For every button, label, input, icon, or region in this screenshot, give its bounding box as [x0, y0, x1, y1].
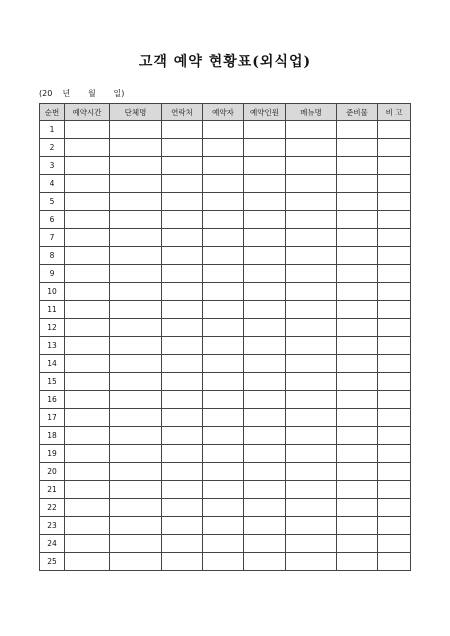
table-cell[interactable] [110, 517, 162, 535]
table-cell[interactable] [110, 463, 162, 481]
table-cell[interactable] [244, 427, 286, 445]
table-cell[interactable] [162, 229, 203, 247]
table-cell[interactable] [337, 193, 378, 211]
table-row [40, 517, 411, 535]
table-cell[interactable] [203, 427, 244, 445]
table-cell[interactable] [337, 139, 378, 157]
table-cell[interactable] [65, 211, 110, 229]
table-row [40, 157, 411, 175]
table-cell[interactable] [378, 373, 411, 391]
row-number: 3 [40, 157, 65, 175]
table-cell[interactable] [286, 355, 337, 373]
table-cell[interactable] [286, 211, 337, 229]
table-cell[interactable] [110, 175, 162, 193]
table-cell[interactable] [337, 481, 378, 499]
table-cell[interactable] [337, 211, 378, 229]
table-cell[interactable] [337, 445, 378, 463]
table-cell[interactable] [203, 193, 244, 211]
table-cell[interactable] [286, 553, 337, 571]
table-cell[interactable] [378, 229, 411, 247]
table-cell[interactable] [110, 193, 162, 211]
table-cell[interactable] [65, 319, 110, 337]
table-cell[interactable] [244, 499, 286, 517]
table-cell[interactable] [378, 211, 411, 229]
header-contact: 연락처 [162, 104, 203, 121]
table-cell[interactable] [203, 409, 244, 427]
table-cell[interactable] [286, 463, 337, 481]
table-cell[interactable] [244, 265, 286, 283]
table-cell[interactable] [244, 319, 286, 337]
table-cell[interactable] [378, 499, 411, 517]
header-row [40, 104, 411, 121]
table-row [40, 211, 411, 229]
table-cell[interactable] [65, 283, 110, 301]
row-number: 17 [40, 409, 65, 427]
table-cell[interactable] [110, 337, 162, 355]
row-number: 19 [40, 445, 65, 463]
table-cell[interactable] [110, 265, 162, 283]
header-supplies: 준비물 [337, 104, 378, 121]
table-cell[interactable] [244, 445, 286, 463]
row-number: 20 [40, 463, 65, 481]
table-cell[interactable] [286, 193, 337, 211]
table-cell[interactable] [162, 391, 203, 409]
table-cell[interactable] [65, 175, 110, 193]
table-row [40, 499, 411, 517]
table-cell[interactable] [378, 535, 411, 553]
table-cell[interactable] [65, 553, 110, 571]
table-cell[interactable] [378, 301, 411, 319]
row-number: 14 [40, 355, 65, 373]
table-cell[interactable] [337, 409, 378, 427]
table-cell[interactable] [286, 121, 337, 139]
table-cell[interactable] [337, 373, 378, 391]
table-cell[interactable] [203, 265, 244, 283]
table-cell[interactable] [110, 229, 162, 247]
table-cell[interactable] [203, 157, 244, 175]
table-cell[interactable] [244, 517, 286, 535]
table-cell[interactable] [110, 139, 162, 157]
table-cell[interactable] [286, 139, 337, 157]
row-number: 21 [40, 481, 65, 499]
row-number: 2 [40, 139, 65, 157]
row-number: 9 [40, 265, 65, 283]
table-cell[interactable] [337, 355, 378, 373]
row-number: 22 [40, 499, 65, 517]
table-cell[interactable] [203, 373, 244, 391]
header-reserver: 예약자 [203, 104, 244, 121]
table-row [40, 463, 411, 481]
table-row [40, 427, 411, 445]
row-number: 25 [40, 553, 65, 571]
table-cell[interactable] [378, 337, 411, 355]
table-cell[interactable] [65, 355, 110, 373]
table-cell[interactable] [162, 427, 203, 445]
table-cell[interactable] [337, 265, 378, 283]
table-cell[interactable] [203, 301, 244, 319]
table-cell[interactable] [378, 247, 411, 265]
row-number: 18 [40, 427, 65, 445]
table-cell[interactable] [337, 427, 378, 445]
table-cell[interactable] [378, 481, 411, 499]
table-cell[interactable] [286, 409, 337, 427]
table-cell[interactable] [244, 553, 286, 571]
table-cell[interactable] [162, 337, 203, 355]
table-cell[interactable] [65, 499, 110, 517]
row-number: 11 [40, 301, 65, 319]
table-cell[interactable] [65, 139, 110, 157]
table-cell[interactable] [110, 283, 162, 301]
table-cell[interactable] [378, 517, 411, 535]
table-cell[interactable] [110, 211, 162, 229]
table-cell[interactable] [203, 211, 244, 229]
table-row [40, 337, 411, 355]
table-cell[interactable] [244, 355, 286, 373]
table-cell[interactable] [286, 427, 337, 445]
table-cell[interactable] [378, 319, 411, 337]
table-cell[interactable] [286, 265, 337, 283]
table-body [40, 121, 411, 571]
table-cell[interactable] [203, 445, 244, 463]
table-cell[interactable] [203, 283, 244, 301]
table-cell[interactable] [286, 391, 337, 409]
table-cell[interactable] [378, 157, 411, 175]
row-number: 16 [40, 391, 65, 409]
table-cell[interactable] [244, 175, 286, 193]
table-cell[interactable] [244, 301, 286, 319]
table-cell[interactable] [337, 553, 378, 571]
table-cell[interactable] [378, 193, 411, 211]
table-cell[interactable] [110, 553, 162, 571]
table-cell[interactable] [378, 409, 411, 427]
table-cell[interactable] [378, 445, 411, 463]
table-cell[interactable] [337, 535, 378, 553]
table-cell[interactable] [378, 355, 411, 373]
table-cell[interactable] [162, 211, 203, 229]
table-cell[interactable] [378, 265, 411, 283]
table-cell[interactable] [162, 373, 203, 391]
table-cell[interactable] [203, 517, 244, 535]
table-cell[interactable] [203, 139, 244, 157]
table-cell[interactable] [65, 337, 110, 355]
table-cell[interactable] [286, 247, 337, 265]
row-number: 24 [40, 535, 65, 553]
table-cell[interactable] [337, 283, 378, 301]
table-cell[interactable] [162, 175, 203, 193]
table-cell[interactable] [286, 481, 337, 499]
table-cell[interactable] [286, 301, 337, 319]
table-cell[interactable] [203, 175, 244, 193]
table-row [40, 265, 411, 283]
table-row [40, 193, 411, 211]
row-number: 8 [40, 247, 65, 265]
table-cell[interactable] [203, 463, 244, 481]
table-row [40, 247, 411, 265]
table-cell[interactable] [286, 373, 337, 391]
table-cell[interactable] [244, 247, 286, 265]
table-cell[interactable] [337, 301, 378, 319]
table-cell[interactable] [203, 499, 244, 517]
header-party-size: 예약인원 [244, 104, 286, 121]
table-cell[interactable] [203, 535, 244, 553]
table-cell[interactable] [203, 319, 244, 337]
table-cell[interactable] [286, 517, 337, 535]
table-cell[interactable] [203, 553, 244, 571]
table-row [40, 373, 411, 391]
table-cell[interactable] [337, 157, 378, 175]
table-cell[interactable] [337, 463, 378, 481]
table-cell[interactable] [378, 283, 411, 301]
table-row [40, 229, 411, 247]
table-cell[interactable] [203, 247, 244, 265]
table-cell[interactable] [286, 319, 337, 337]
table-cell[interactable] [162, 319, 203, 337]
table-cell[interactable] [110, 355, 162, 373]
table-row [40, 409, 411, 427]
table-cell[interactable] [244, 157, 286, 175]
table-cell[interactable] [65, 265, 110, 283]
table-cell[interactable] [162, 535, 203, 553]
table-cell[interactable] [244, 535, 286, 553]
table-row [40, 445, 411, 463]
table-cell[interactable] [65, 427, 110, 445]
table-row [40, 355, 411, 373]
table-cell[interactable] [378, 139, 411, 157]
row-number: 5 [40, 193, 65, 211]
table-cell[interactable] [286, 229, 337, 247]
table-row [40, 535, 411, 553]
table-cell[interactable] [110, 535, 162, 553]
table-cell[interactable] [162, 283, 203, 301]
table-cell[interactable] [378, 391, 411, 409]
table-cell[interactable] [110, 373, 162, 391]
table-cell[interactable] [162, 247, 203, 265]
table-cell[interactable] [110, 481, 162, 499]
table-row [40, 175, 411, 193]
table-cell[interactable] [65, 517, 110, 535]
table-row [40, 553, 411, 571]
table-cell[interactable] [286, 157, 337, 175]
table-cell[interactable] [244, 283, 286, 301]
table-cell[interactable] [110, 499, 162, 517]
row-number: 4 [40, 175, 65, 193]
table-cell[interactable] [162, 481, 203, 499]
table-cell[interactable] [244, 391, 286, 409]
table-cell[interactable] [110, 391, 162, 409]
table-cell[interactable] [286, 499, 337, 517]
table-cell[interactable] [337, 391, 378, 409]
table-cell[interactable] [286, 283, 337, 301]
table-cell[interactable] [110, 409, 162, 427]
table-cell[interactable] [162, 463, 203, 481]
table-cell[interactable] [337, 499, 378, 517]
table-cell[interactable] [244, 193, 286, 211]
table-cell[interactable] [110, 427, 162, 445]
table-cell[interactable] [110, 157, 162, 175]
table-cell[interactable] [378, 175, 411, 193]
table-cell[interactable] [110, 319, 162, 337]
table-cell[interactable] [203, 337, 244, 355]
header-seq: 순번 [40, 104, 65, 121]
table-cell[interactable] [65, 391, 110, 409]
table-cell[interactable] [203, 355, 244, 373]
table-cell[interactable] [337, 337, 378, 355]
header-reservation-time: 예약시간 [65, 104, 110, 121]
table-row [40, 283, 411, 301]
row-number: 7 [40, 229, 65, 247]
table-cell[interactable] [337, 319, 378, 337]
table-cell[interactable] [65, 247, 110, 265]
table-cell[interactable] [244, 337, 286, 355]
row-number: 1 [40, 121, 65, 139]
table-cell[interactable] [65, 301, 110, 319]
table-cell[interactable] [286, 337, 337, 355]
table-cell[interactable] [244, 481, 286, 499]
table-cell[interactable] [162, 445, 203, 463]
table-cell[interactable] [244, 463, 286, 481]
table-cell[interactable] [65, 409, 110, 427]
row-number: 6 [40, 211, 65, 229]
table-row [40, 139, 411, 157]
table-cell[interactable] [110, 121, 162, 139]
row-number: 23 [40, 517, 65, 535]
header-group-name: 단체명 [110, 104, 162, 121]
table-cell[interactable] [337, 517, 378, 535]
table-cell[interactable] [162, 193, 203, 211]
row-number: 13 [40, 337, 65, 355]
table-cell[interactable] [162, 139, 203, 157]
table-cell[interactable] [244, 121, 286, 139]
table-cell[interactable] [65, 229, 110, 247]
table-cell[interactable] [162, 355, 203, 373]
table-cell[interactable] [110, 247, 162, 265]
table-cell[interactable] [65, 481, 110, 499]
date-line: (20 년 월 일) [39, 89, 125, 98]
row-number: 12 [40, 319, 65, 337]
table-cell[interactable] [337, 121, 378, 139]
row-number: 10 [40, 283, 65, 301]
table-cell[interactable] [162, 553, 203, 571]
table-cell[interactable] [378, 427, 411, 445]
table-cell[interactable] [162, 517, 203, 535]
table-cell[interactable] [244, 229, 286, 247]
table-row [40, 121, 411, 139]
table-cell[interactable] [65, 121, 110, 139]
table-cell[interactable] [110, 445, 162, 463]
table-cell[interactable] [110, 301, 162, 319]
table-cell[interactable] [286, 175, 337, 193]
table-row [40, 301, 411, 319]
table-cell[interactable] [162, 409, 203, 427]
header-remarks: 비 고 [378, 104, 411, 121]
table-cell[interactable] [203, 121, 244, 139]
table-cell[interactable] [286, 535, 337, 553]
table-cell[interactable] [162, 301, 203, 319]
document-title: 고객 예약 현황표(외식업) [138, 54, 312, 70]
table-cell[interactable] [65, 373, 110, 391]
table-cell[interactable] [203, 391, 244, 409]
reservation-table [39, 103, 411, 571]
table-cell[interactable] [162, 121, 203, 139]
table-cell[interactable] [378, 553, 411, 571]
table-cell[interactable] [337, 229, 378, 247]
table-cell[interactable] [286, 445, 337, 463]
table-cell[interactable] [244, 139, 286, 157]
table-cell[interactable] [378, 463, 411, 481]
table-cell[interactable] [65, 463, 110, 481]
table-cell[interactable] [378, 121, 411, 139]
header-menu-name: 메뉴명 [286, 104, 337, 121]
table-cell[interactable] [244, 373, 286, 391]
table-cell[interactable] [162, 157, 203, 175]
table-cell[interactable] [65, 193, 110, 211]
table-cell[interactable] [65, 157, 110, 175]
table-cell[interactable] [65, 445, 110, 463]
table-cell[interactable] [244, 409, 286, 427]
table-cell[interactable] [203, 481, 244, 499]
table-cell[interactable] [337, 247, 378, 265]
table-row [40, 391, 411, 409]
table-cell[interactable] [65, 535, 110, 553]
table-cell[interactable] [337, 175, 378, 193]
row-number: 15 [40, 373, 65, 391]
table-row [40, 319, 411, 337]
table-cell[interactable] [203, 229, 244, 247]
table-cell[interactable] [244, 211, 286, 229]
table-cell[interactable] [162, 499, 203, 517]
table-row [40, 481, 411, 499]
table-cell[interactable] [162, 265, 203, 283]
